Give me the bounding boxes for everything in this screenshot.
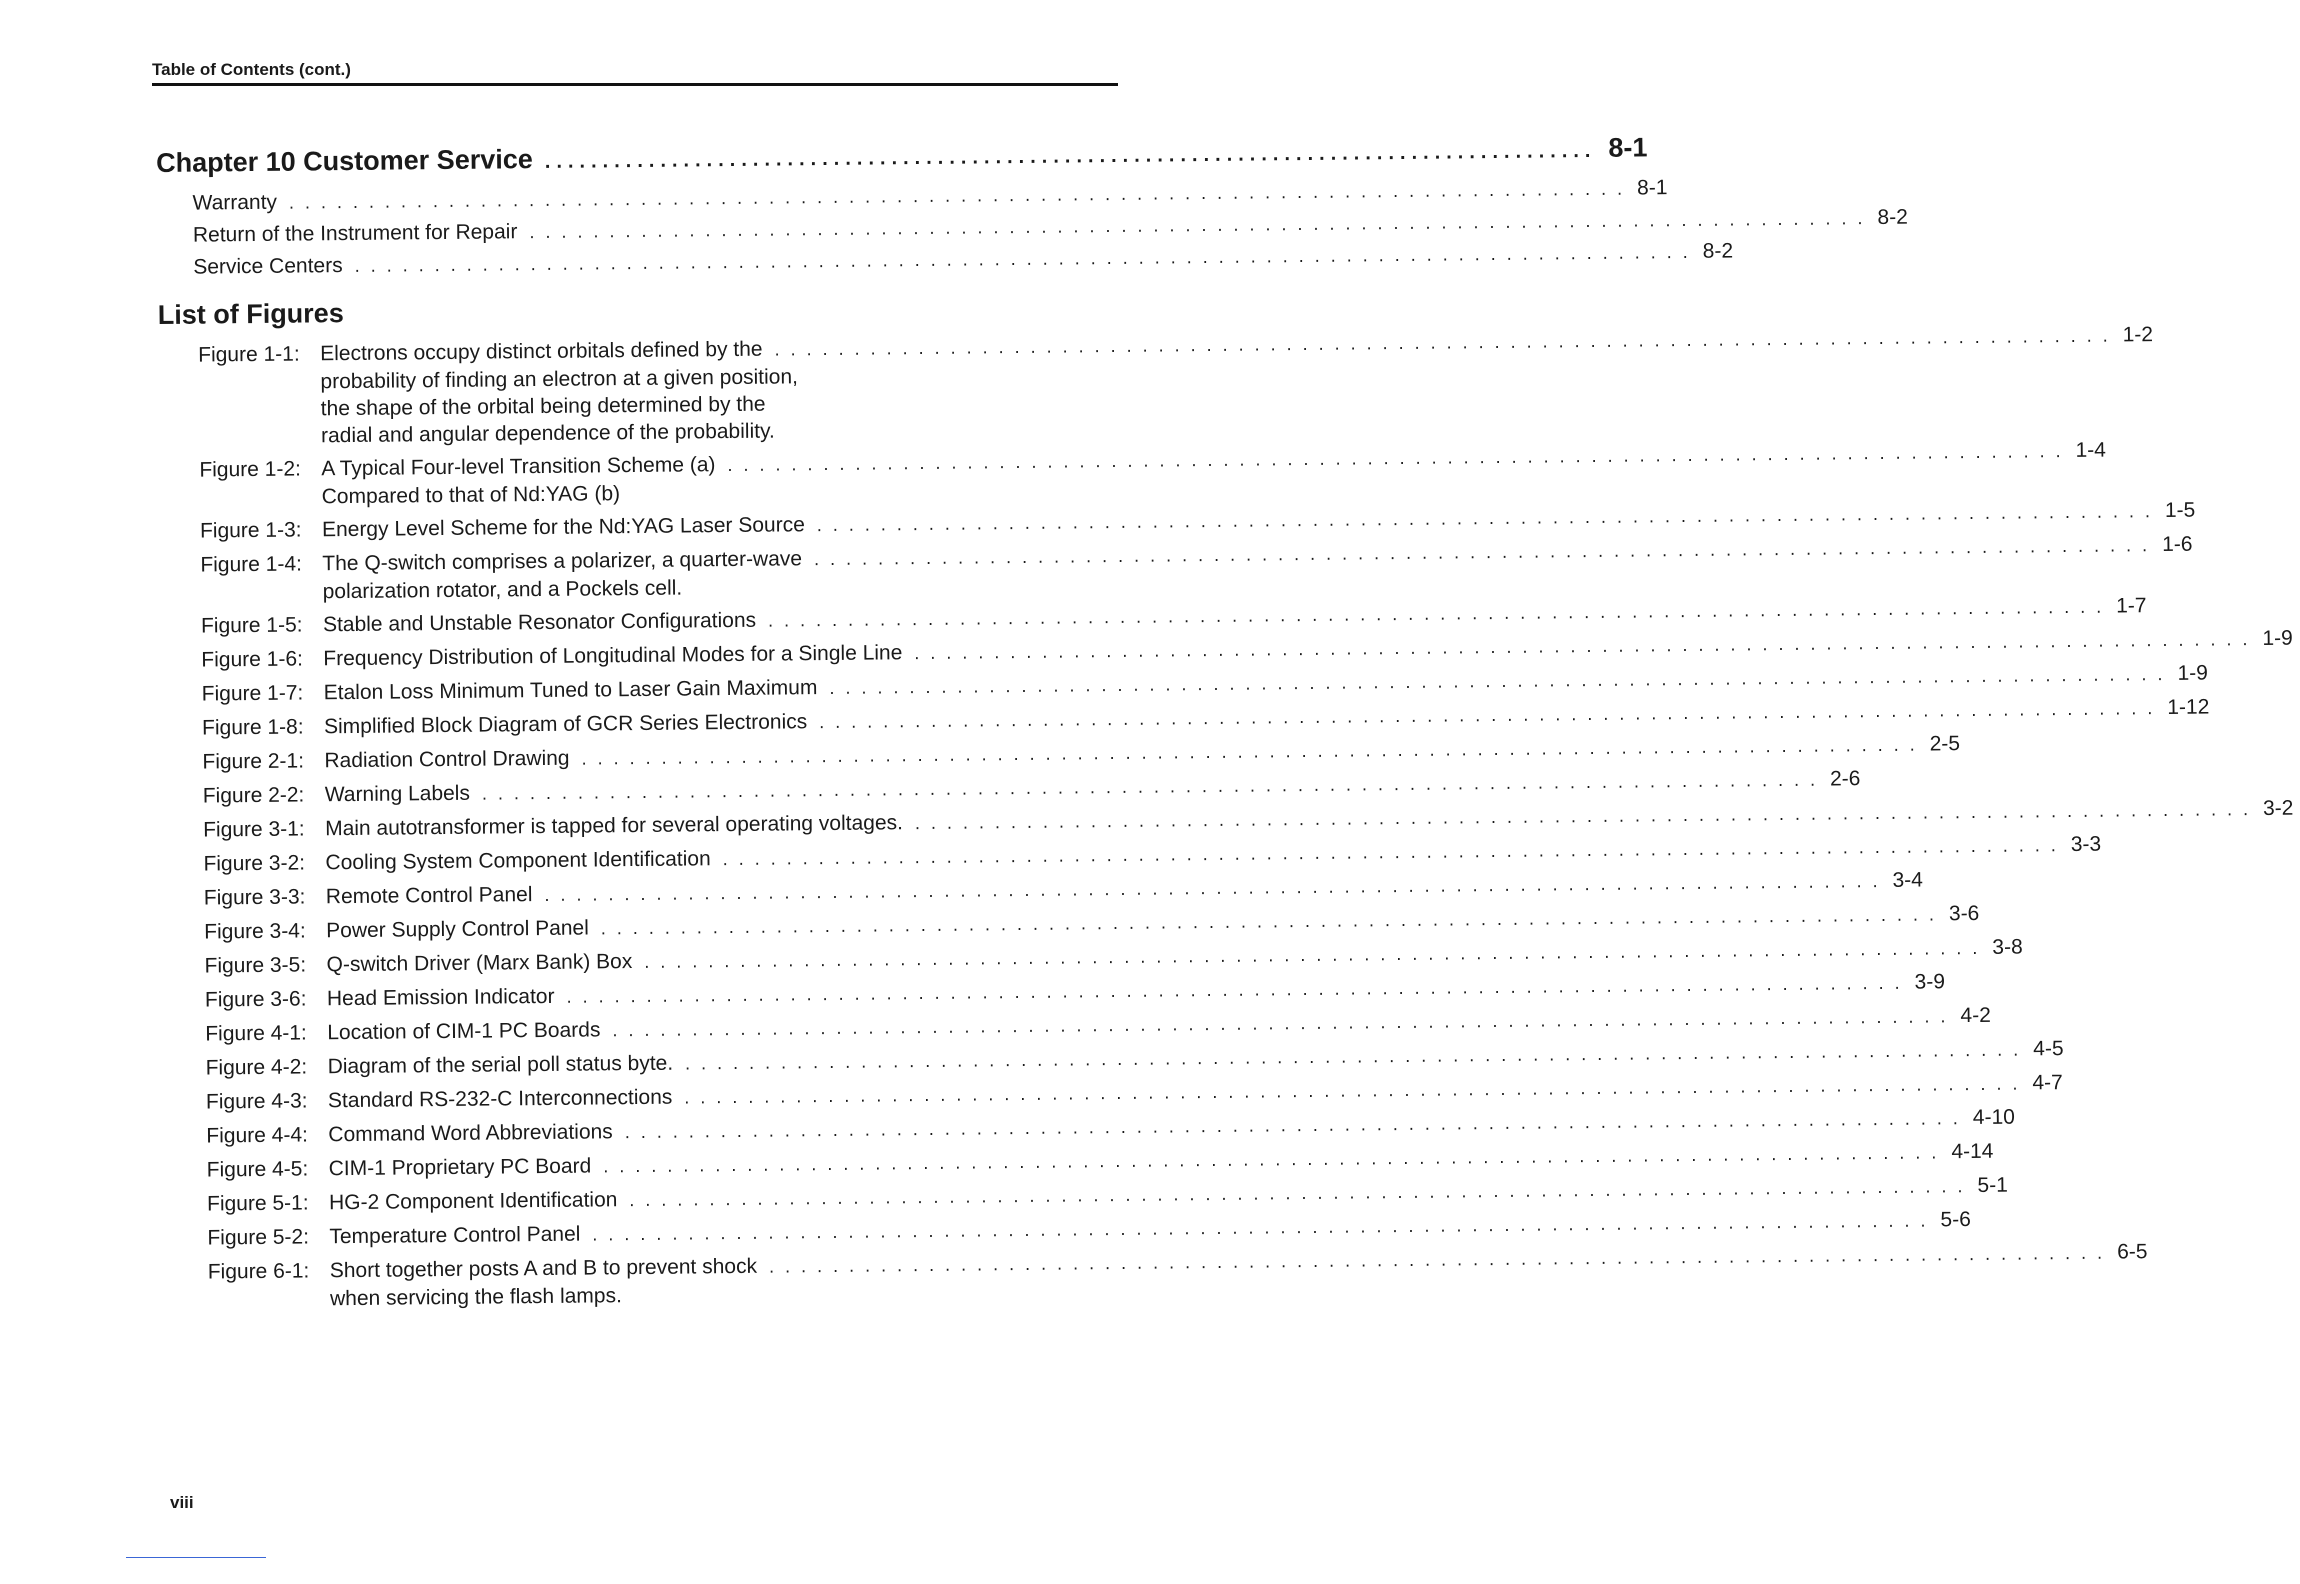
dot-leader: . . . . . . . . . . . . . . . . . . . . . . . . . . . . . . . . . . . . . . . . . . . . . . . . . . . . . . . . . . . . . . . . . . . . . . . . . . . . . . . . . . . . [727, 441, 2064, 476]
figure-entry[interactable] [161, 626, 2293, 675]
figure-entry[interactable] [168, 1240, 2148, 1314]
figure-body [329, 1240, 2148, 1312]
figure-first-line [323, 695, 2210, 741]
figure-number: Figure 2-2: [202, 783, 305, 808]
dot-leader: . . . . . . . . . . . . . . . . . . . . . . . . . . . . . . . . . . . . . . . . . . . . . . . . . . . . . . . . . . . . . . . . . . . . . . . . . . . . . . . . . . . . [816, 501, 2154, 536]
figure-first-line [329, 1208, 1971, 1251]
figure-body [327, 1003, 1991, 1047]
figure-entry[interactable] [161, 594, 2147, 641]
dot-leader: . . . . . . . . . . . . . . . . . . . . . . . . . . . . . . . . . . . . . . . . . . . . . . . . . . . . . . . . . . . . . . . . . . . . . . . . . . . . . . . . . . . . [768, 1242, 2106, 1277]
figure-title: Location of CIM-1 PC Boards [327, 1018, 601, 1045]
section-page: 8-2 [1702, 239, 1734, 263]
figure-page: 1-5 [2164, 498, 2196, 522]
figure-page: 1-6 [2162, 532, 2193, 557]
figure-body [328, 1105, 2015, 1149]
figure-first-line [328, 1105, 2015, 1149]
figure-number: Figure 3-2: [203, 851, 306, 876]
figure-number: Figure 1-1: [198, 342, 300, 367]
section-page: 8-1 [1636, 176, 1668, 200]
figure-entry[interactable] [159, 438, 2107, 512]
dot-leader: . . . . . . . . . . . . . . . . . . . . . . . . . . . . . . . . . . . . . . . . . . . . . . . . . . . . . . . . . . . . . . . . . . . . . . . . . . . . . . . . . . . . [288, 178, 1626, 213]
dot-leader: . . . . . . . . . . . . . . . . . . . . . . . . . . . . . . . . . . . . . . . . . . . . . . . . . . . . . . . . . . . . . . . . . . . . . . . . . . . . . . . . . . . . [566, 972, 1903, 1007]
figure-title: Short together posts A and B to prevent shock [329, 1254, 758, 1283]
figure-first-line [325, 796, 2294, 843]
figure-first-line [326, 970, 1946, 1013]
dot-leader: . . . . . . . . . . . . . . . . . . . . . . . . . . . . . . . . . . . . . . . . . . . . . . . . . . . . . . . . . . . . . . . . . . . . . . . . . . . . . . . . . . . . [354, 241, 1691, 276]
figure-number: Figure 5-1: [206, 1191, 309, 1216]
figure-entry[interactable] [166, 1105, 2015, 1151]
figure-title: Energy Level Scheme for the Nd:YAG Laser Source [321, 513, 805, 542]
figure-title: Standard RS-232-C Interconnections [327, 1085, 673, 1113]
figure-title: Warning Labels [324, 781, 471, 807]
list-of-figures-heading: List of Figures [157, 298, 344, 330]
dot-leader: ........................................................................................... [544, 139, 1597, 173]
figure-first-line [327, 1003, 1991, 1047]
figure-page: 1-2 [2122, 323, 2154, 347]
figure-number: Figure 1-4: [200, 552, 303, 577]
dot-leader: . . . . . . . . . . . . . . . . . . . . . . . . . . . . . . . . . . . . . . . . . . . . . . . . . . . . . . . . . . . . . . . . . . . . . . . . . . . . . . . . . . . . [774, 325, 2111, 360]
figure-title: Temperature Control Panel [329, 1222, 581, 1249]
figure-title: Power Supply Control Panel [326, 916, 589, 943]
figure-title: Q-switch Driver (Marx Bank) Box [326, 950, 633, 977]
figure-first-line [322, 594, 2147, 639]
figure-first-line [327, 1037, 2064, 1081]
section-page: 8-2 [1877, 205, 1908, 229]
figure-list [158, 323, 2294, 1314]
dot-leader: . . . . . . . . . . . . . . . . . . . . . . . . . . . . . . . . . . . . . . . . . . . . . . . . . . . . . . . . . . . . . . . . . . . . . . . . . . . . . . . . . . . . [600, 904, 1938, 939]
figure-number: Figure 1-8: [201, 715, 304, 740]
section-list [156, 176, 1908, 288]
figure-page: 1-9 [2177, 661, 2208, 685]
figure-entry[interactable] [167, 1173, 2008, 1219]
figure-title-continuation: polarization rotator, and a Pockels cell. [322, 576, 683, 604]
figure-page: 1-12 [2167, 695, 2210, 719]
figure-entry[interactable] [164, 935, 2023, 981]
chapter-page: 8-1 [1608, 132, 1648, 163]
figure-page: 1-9 [2262, 626, 2293, 650]
section-title: Warranty [192, 190, 278, 215]
dot-leader: . . . . . . . . . . . . . . . . . . . . . . . . . . . . . . . . . . . . . . . . . . . . . . . . . . . . . . . . . . . . . . . . . . . . . . . . . . . . . . . . . . . . [603, 1142, 1940, 1177]
figure-entry[interactable] [164, 901, 1980, 947]
figure-page: 2-6 [1829, 767, 1861, 791]
figure-number: Figure 3-5: [204, 953, 307, 978]
figure-first-line [324, 732, 1961, 775]
figure-title: Frequency Distribution of Longitudinal Modes for a Single Line [323, 641, 903, 671]
figure-number: Figure 2-1: [202, 749, 305, 774]
dot-leader: . . . . . . . . . . . . . . . . . . . . . . . . . . . . . . . . . . . . . . . . . . . . . . . . . . . . . . . . . . . . . . . . . . . . . . . . . . . . . . . . . . . . [813, 535, 2151, 570]
figure-entry[interactable] [165, 1003, 1991, 1049]
figure-entry[interactable] [163, 832, 2102, 879]
figure-number: Figure 1-7: [201, 681, 304, 706]
figure-page: 3-9 [1914, 970, 1946, 994]
figure-number: Figure 3-4: [204, 919, 306, 944]
figure-body [325, 868, 1924, 911]
figure-title-continuation: radial and angular dependence of the probability. [320, 419, 775, 448]
figure-body [324, 767, 1861, 809]
dot-leader: . . . . . . . . . . . . . . . . . . . . . . . . . . . . . . . . . . . . . . . . . . . . . . . . . . . . . . . . . . . . . . . . . . . . . . . . . . . . . . . . . . . . [685, 1039, 2022, 1074]
figure-number: Figure 1-2: [199, 457, 302, 482]
scan-artifact-line [126, 1557, 266, 1558]
figure-title: Command Word Abbreviations [328, 1120, 613, 1147]
figure-page: 2-5 [1929, 732, 1961, 756]
dot-leader: . . . . . . . . . . . . . . . . . . . . . . . . . . . . . . . . . . . . . . . . . . . . . . . . . . . . . . . . . . . . . . . . . . . . . . . . . . . . . . . . . . . . [592, 1210, 1929, 1245]
figure-title-continuation: when servicing the flash lamps. [329, 1284, 622, 1311]
section-title: Service Centers [193, 254, 343, 279]
figure-number: Figure 3-3: [203, 885, 306, 910]
figure-number: Figure 3-6: [204, 987, 307, 1012]
figure-number: Figure 1-6: [201, 647, 304, 672]
figure-body [327, 1037, 2064, 1081]
figure-number: Figure 4-1: [205, 1021, 307, 1046]
figure-number: Figure 4-5: [206, 1157, 309, 1182]
figure-title: The Q-switch comprises a polarizer, a quarter-wave [322, 547, 803, 576]
figure-page: 3-2 [2262, 796, 2294, 820]
figure-first-line [323, 661, 2208, 707]
figure-entry[interactable] [166, 1071, 2063, 1117]
figure-first-line [326, 901, 1980, 945]
figure-title: Radiation Control Drawing [324, 746, 570, 773]
figure-first-line [324, 767, 1861, 809]
figure-body [324, 732, 1961, 775]
dot-leader: . . . . . . . . . . . . . . . . . . . . . . . . . . . . . . . . . . . . . . . . . . . . . . . . . . . . . . . . . . . . . . . . . . . . . . . . . . . . . . . . . . . . [914, 799, 2252, 834]
running-header: Table of Contents (cont.) [152, 60, 1118, 86]
figure-page: 1-4 [2075, 438, 2107, 462]
figure-page: 4-7 [2032, 1071, 2063, 1095]
figure-body [323, 626, 2293, 673]
figure-body [322, 532, 2193, 605]
section-title: Return of the Instrument for Repair [192, 220, 518, 247]
dot-leader: . . . . . . . . . . . . . . . . . . . . . . . . . . . . . . . . . . . . . . . . . . . . . . . . . . . . . . . . . . . . . . . . . . . . . . . . . . . . . . . . . . . . [612, 1006, 1949, 1041]
figure-body [321, 438, 2107, 510]
figure-number: Figure 6-1: [207, 1259, 310, 1284]
figure-page: 6-5 [2117, 1240, 2148, 1264]
figure-first-line [327, 1071, 2063, 1115]
figure-number: Figure 4-3: [205, 1089, 308, 1114]
figure-title-continuation: Compared to that of Nd:YAG (b) [321, 482, 621, 509]
figure-title: Etalon Loss Minimum Tuned to Laser Gain Maximum [323, 676, 818, 705]
dot-leader: . . . . . . . . . . . . . . . . . . . . . . . . . . . . . . . . . . . . . . . . . . . . . . . . . . . . . . . . . . . . . . . . . . . . . . . . . . . . . . . . . . . . [819, 698, 2156, 733]
dot-leader: . . . . . . . . . . . . . . . . . . . . . . . . . . . . . . . . . . . . . . . . . . . . . . . . . . . . . . . . . . . . . . . . . . . . . . . . . . . . . . . . . . . . [481, 769, 1819, 804]
dot-leader: . . . . . . . . . . . . . . . . . . . . . . . . . . . . . . . . . . . . . . . . . . . . . . . . . . . . . . . . . . . . . . . . . . . . . . . . . . . . . . . . . . . . [722, 835, 2059, 870]
figure-title: Electrons occupy distinct orbitals defined by the [320, 337, 763, 366]
figure-title: Simplified Block Diagram of GCR Series Electronics [323, 710, 808, 739]
figure-body [326, 901, 1980, 945]
dot-leader: . . . . . . . . . . . . . . . . . . . . . . . . . . . . . . . . . . . . . . . . . . . . . . . . . . . . . . . . . . . . . . . . . . . . . . . . . . . . . . . . . . . . [529, 208, 1866, 243]
figure-title-continuation: probability of finding an electron at a given position, [320, 365, 799, 394]
figure-title: HG-2 Component Identification [328, 1188, 618, 1215]
figure-title: Remote Control Panel [325, 883, 533, 909]
figure-first-line [326, 935, 2023, 979]
figure-body [327, 1071, 2063, 1115]
figure-body [323, 661, 2208, 707]
figure-title: Cooling System Component Identification [325, 847, 711, 875]
figure-page: 5-1 [1977, 1173, 2008, 1197]
figure-page: 3-4 [1892, 868, 1924, 892]
figure-number: Figure 4-2: [205, 1055, 308, 1080]
figure-page: 4-14 [1951, 1139, 1994, 1164]
figure-entry[interactable] [164, 868, 1924, 913]
figure-title: Diagram of the serial poll status byte. [327, 1051, 674, 1079]
chapter-title: Chapter 10 Customer Service [156, 144, 533, 178]
figure-body [328, 1173, 2008, 1217]
figure-body [325, 832, 2102, 877]
figure-page: 3-6 [1948, 901, 1980, 926]
figure-first-line [328, 1139, 1994, 1183]
dot-leader: . . . . . . . . . . . . . . . . . . . . . . . . . . . . . . . . . . . . . . . . . . . . . . . . . . . . . . . . . . . . . . . . . . . . . . . . . . . . . . . . . . . . [629, 1176, 1966, 1211]
figure-first-line [321, 498, 2196, 544]
figure-body [325, 796, 2294, 843]
figure-entry[interactable] [165, 970, 1946, 1015]
figure-entry[interactable] [163, 767, 1861, 811]
dot-leader: . . . . . . . . . . . . . . . . . . . . . . . . . . . . . . . . . . . . . . . . . . . . . . . . . . . . . . . . . . . . . . . . . . . . . . . . . . . . . . . . . . . . [684, 1073, 2021, 1108]
figure-number: Figure 1-3: [199, 518, 302, 543]
figure-number: Figure 4-4: [206, 1123, 309, 1148]
figure-number: Figure 5-2: [207, 1225, 310, 1250]
figure-first-line [325, 868, 1924, 911]
figure-body [320, 323, 2154, 449]
figure-page: 3-3 [2070, 832, 2102, 856]
dot-leader: . . . . . . . . . . . . . . . . . . . . . . . . . . . . . . . . . . . . . . . . . . . . . . . . . . . . . . . . . . . . . . . . . . . . . . . . . . . . . . . . . . . . [644, 937, 1981, 972]
figure-body [326, 970, 1946, 1013]
dot-leader: . . . . . . . . . . . . . . . . . . . . . . . . . . . . . . . . . . . . . . . . . . . . . . . . . . . . . . . . . . . . . . . . . . . . . . . . . . . . . . . . . . . . [581, 734, 1918, 769]
figure-entry[interactable] [162, 732, 1961, 777]
toc-body [156, 132, 2294, 1320]
dot-leader: . . . . . . . . . . . . . . . . . . . . . . . . . . . . . . . . . . . . . . . . . . . . . . . . . . . . . . . . . . . . . . . . . . . . . . . . . . . . . . . . . . . . [914, 629, 2251, 664]
figure-page: 5-6 [1940, 1208, 1971, 1232]
figure-number: Figure 3-1: [203, 817, 305, 842]
figure-first-line [328, 1173, 2008, 1217]
page-number: viii [170, 1493, 194, 1512]
figure-title: Stable and Unstable Resonator Configurations [322, 608, 757, 637]
dot-leader: . . . . . . . . . . . . . . . . . . . . . . . . . . . . . . . . . . . . . . . . . . . . . . . . . . . . . . . . . . . . . . . . . . . . . . . . . . . . . . . . . . . . [829, 663, 2166, 698]
figure-number: Figure 1-5: [200, 613, 303, 638]
dot-leader: . . . . . . . . . . . . . . . . . . . . . . . . . . . . . . . . . . . . . . . . . . . . . . . . . . . . . . . . . . . . . . . . . . . . . . . . . . . . . . . . . . . . [624, 1108, 1961, 1143]
figure-body [321, 498, 2196, 544]
figure-page: 1-7 [2116, 594, 2147, 618]
figure-body [326, 935, 2023, 979]
figure-title: CIM-1 Proprietary PC Board [328, 1154, 592, 1181]
figure-page: 3-8 [1992, 935, 2023, 959]
figure-body [323, 695, 2210, 741]
figure-body [322, 594, 2147, 639]
figure-entry[interactable] [162, 695, 2210, 743]
figure-page: 4-5 [2033, 1037, 2064, 1061]
dot-leader: . . . . . . . . . . . . . . . . . . . . . . . . . . . . . . . . . . . . . . . . . . . . . . . . . . . . . . . . . . . . . . . . . . . . . . . . . . . . . . . . . . . . [767, 596, 2105, 631]
figure-title: Head Emission Indicator [326, 984, 555, 1011]
figure-body [329, 1208, 1971, 1251]
figure-page: 4-2 [1960, 1003, 1991, 1028]
figure-first-line [325, 832, 2102, 877]
figure-first-line [323, 626, 2293, 673]
figure-title: Main autotransformer is tapped for several operating voltages. [325, 811, 904, 841]
dot-leader: . . . . . . . . . . . . . . . . . . . . . . . . . . . . . . . . . . . . . . . . . . . . . . . . . . . . . . . . . . . . . . . . . . . . . . . . . . . . . . . . . . . . [544, 870, 1881, 905]
figure-title: A Typical Four-level Transition Scheme (a) [321, 453, 716, 481]
figure-entry[interactable] [167, 1139, 1994, 1185]
figure-title-continuation: the shape of the orbital being determined by the [320, 392, 766, 421]
figure-entry[interactable] [167, 1208, 1971, 1253]
figure-body [328, 1139, 1994, 1183]
figure-page: 4-10 [1972, 1105, 2015, 1130]
